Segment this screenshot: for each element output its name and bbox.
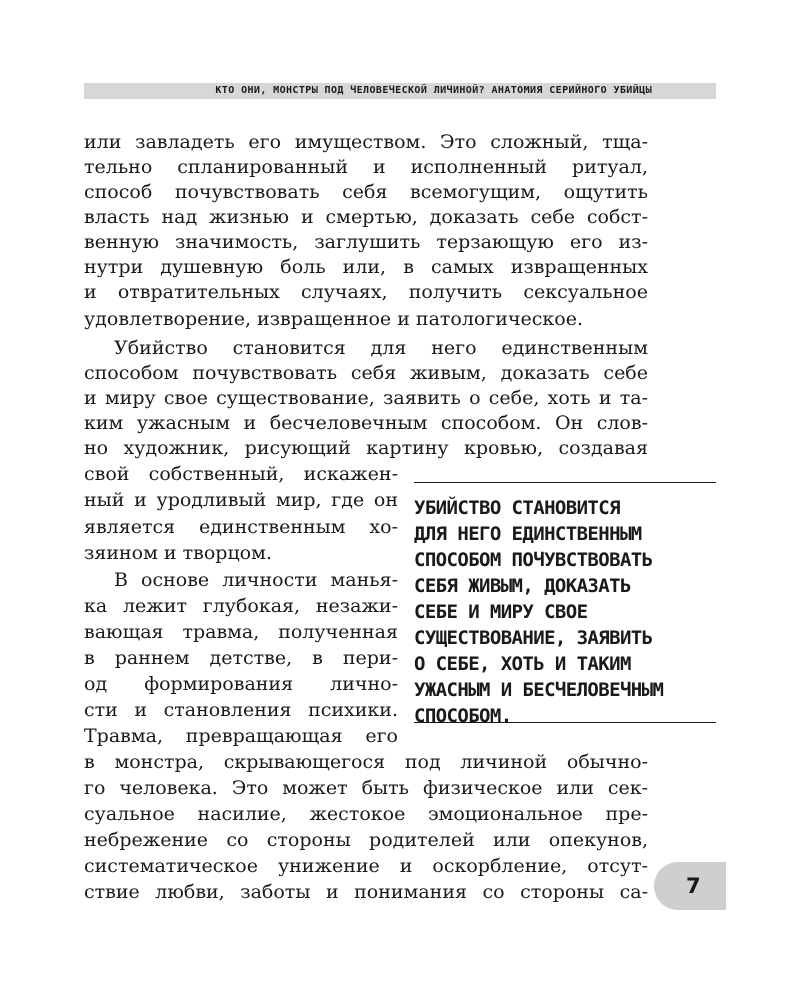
- running-header-bar: [84, 83, 716, 99]
- pull-quote-line: СЕБЯ ЖИВЫМ, ДОКАЗАТЬ: [414, 575, 631, 597]
- pull-quote-line: СУЩЕСТВОВАНИЕ, ЗАЯВИТЬ: [414, 627, 653, 649]
- text-line: власть над жизнью и смертью, доказать себе собст-: [84, 206, 648, 228]
- pull-quote-line: СЕБЕ И МИРУ СВОЕ: [414, 601, 588, 623]
- text-line: в монстра, скрывающегося под личиной обычно-: [84, 751, 648, 773]
- text-line: способ почувствовать себя всемогущим, ощутить: [84, 181, 648, 203]
- text-line: ный и уродливый мир, где он: [84, 489, 398, 511]
- text-line: и отвратительных случаях, получить сексуальное: [84, 281, 648, 303]
- text-line: зяином и творцом.: [84, 542, 272, 564]
- text-line: удовлетворение, извращенное и патологическое.: [84, 308, 584, 330]
- text-line: ким ужасным и бесчеловечным способом. Он слов-: [84, 412, 648, 434]
- text-line: в раннем детстве, в пери-: [84, 647, 398, 669]
- pull-quote-line: УБИЙСТВО СТАНОВИТСЯ: [414, 497, 620, 519]
- text-line: является единственным хо-: [84, 516, 398, 538]
- text-line: од формирования лично-: [84, 673, 398, 695]
- text-line: суальное насилие, жестокое эмоциональное пре-: [84, 803, 648, 825]
- running-header-title: КТО ОНИ, МОНСТРЫ ПОД ЧЕЛОВЕЧЕСКОЙ ЛИЧИНОЙ? АНАТОМИЯ СЕРИЙНОГО УБИЙЦЫ: [215, 85, 652, 96]
- text-line: вающая травма, полученная: [84, 621, 398, 643]
- text-line: тельно спланированный и исполненный ритуал,: [84, 156, 648, 178]
- text-line: Убийство становится для него единственным: [114, 337, 648, 359]
- text-line: или завладеть его имуществом. Это сложный, тща-: [84, 131, 648, 153]
- pull-quote-bottom-rule: [414, 722, 716, 723]
- text-line: способом почувствовать себя живым, доказать себе: [84, 362, 648, 384]
- pull-quote-line: СПОСОБОМ ПОЧУВСТВОВАТЬ: [414, 549, 653, 571]
- page-number: 7: [686, 874, 701, 898]
- text-line: свой собственный, искажен-: [84, 463, 398, 485]
- pull-quote-line: СПОСОБОМ.: [414, 705, 512, 727]
- pull-quote-line: О СЕБЕ, ХОТЬ И ТАКИМ: [414, 653, 631, 675]
- text-line: нутри душевную боль или, в самых извращенных: [84, 256, 648, 278]
- text-line: небрежение со стороны родителей или опекунов,: [84, 829, 648, 851]
- pull-quote-line: УЖАСНЫМ И БЕСЧЕЛОВЕЧНЫМ: [414, 679, 664, 701]
- pull-quote-line: ДЛЯ НЕГО ЕДИНСТВЕННЫМ: [414, 523, 642, 545]
- text-line: систематическое унижение и оскорбление, отсут-: [84, 855, 648, 877]
- text-line: ствие любви, заботы и понимания со стороны са-: [84, 881, 648, 903]
- text-line: сти и становления психики.: [84, 699, 398, 721]
- text-line: го человека. Это может быть физическое или сек-: [84, 777, 648, 799]
- text-line: и миру свое существование, заявить о себе, хоть и та-: [84, 387, 648, 409]
- text-line: Травма, превращающая его: [84, 725, 398, 747]
- text-line: но художник, рисующий картину кровью, создавая: [84, 437, 648, 459]
- pull-quote-top-rule: [414, 482, 716, 483]
- page-number-badge: [654, 862, 726, 910]
- pull-quote: [414, 495, 716, 729]
- text-line: ка лежит глубокая, незажи-: [84, 595, 398, 617]
- text-line: В основе личности манья-: [114, 569, 398, 591]
- text-line: венную значимость, заглушить терзающую его из-: [84, 231, 648, 253]
